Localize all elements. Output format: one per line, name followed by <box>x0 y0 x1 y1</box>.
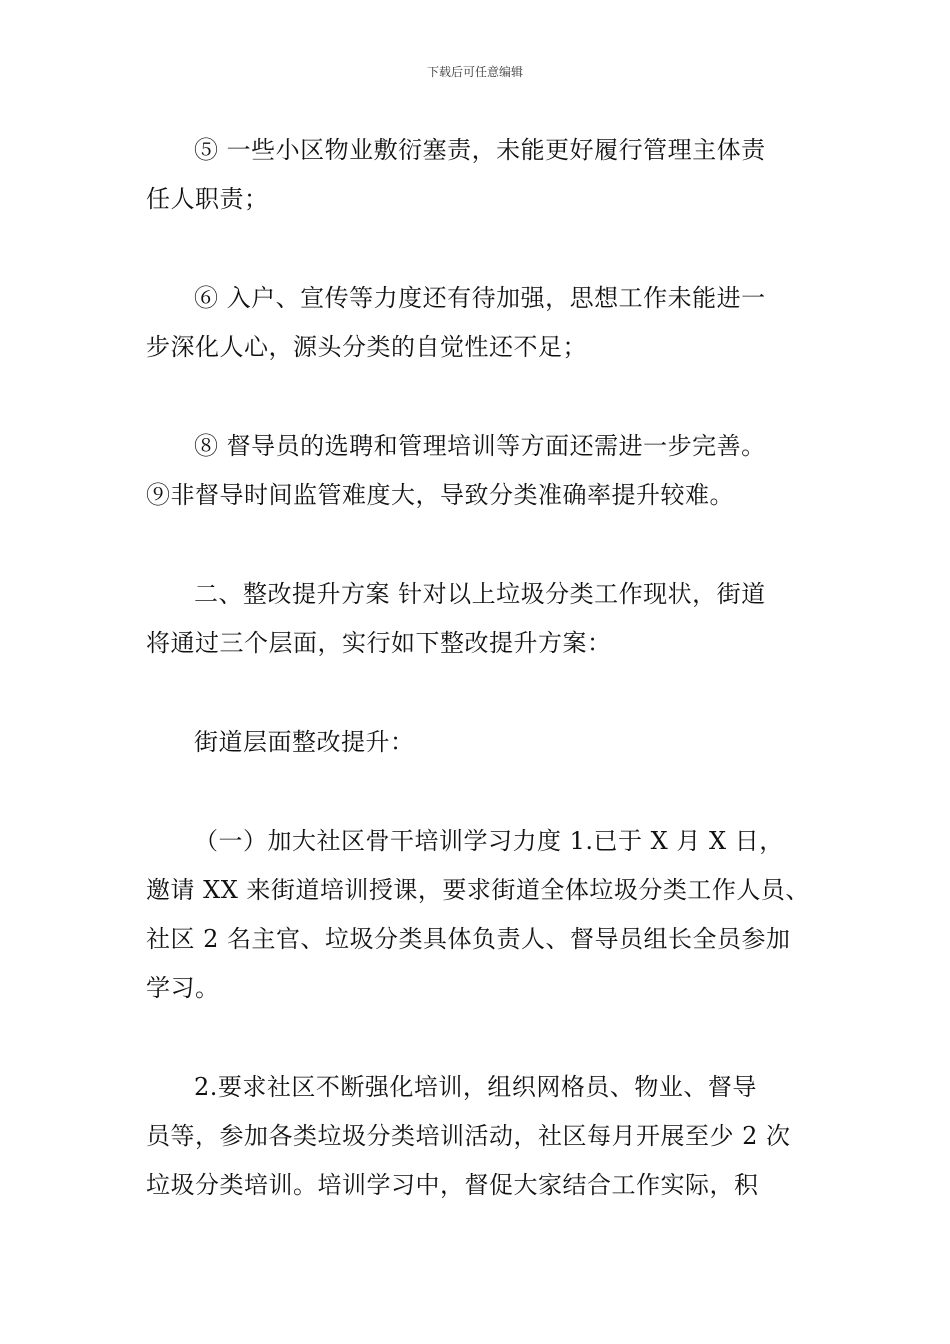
paragraph-line: ⑧ 督导员的选聘和管理培训等方面还需进一步完善。 <box>194 432 766 460</box>
document-body <box>146 126 814 1260</box>
paragraph-line: 邀请 XX 来街道培训授课，要求街道全体垃圾分类工作人员、 <box>146 876 810 904</box>
paragraph-item-6 <box>146 274 814 372</box>
paragraph-line: 员等，参加各类垃圾分类培训活动，社区每月开展至少 2 次 <box>146 1122 791 1150</box>
paragraph-line: ⑥ 入户、宣传等力度还有待加强，思想工作未能进一 <box>194 284 766 312</box>
paragraph-line: （一）加大社区骨干培训学习力度 1.已于 X 月 X 日， <box>194 827 784 855</box>
paragraph-item-5 <box>146 126 814 224</box>
paragraph-line: 二、整改提升方案 针对以上垃圾分类工作现状，街道 <box>194 580 766 608</box>
paragraph-training-item-2 <box>146 1063 814 1210</box>
paragraph-line: 任人职责； <box>146 185 269 213</box>
page-header-note: 下载后可任意编辑 <box>426 65 523 79</box>
paragraph-line: 学习。 <box>146 974 220 1002</box>
paragraph-line: ⑨非督导时间监管难度大，导致分类准确率提升较难。 <box>146 481 734 509</box>
paragraph-item-8-9 <box>146 422 814 520</box>
paragraph-line: ⑤ 一些小区物业敷衍塞责，未能更好履行管理主体责 <box>194 136 766 164</box>
subsection-heading-street-level <box>146 718 814 767</box>
paragraph-line: 社区 2 名主官、垃圾分类具体负责人、督导员组长全员参加 <box>146 925 791 953</box>
paragraph-line: 将通过三个层面，实行如下整改提升方案： <box>146 629 612 657</box>
paragraph-line: 垃圾分类培训。培训学习中，督促大家结合工作实际，积 <box>146 1171 759 1199</box>
paragraph-line: 步深化人心，源头分类的自觉性还不足； <box>146 333 587 361</box>
paragraph-training-item-1 <box>146 817 814 1013</box>
section-heading-rectification-plan <box>146 570 814 668</box>
paragraph-line: 街道层面整改提升： <box>194 728 415 756</box>
paragraph-line: 2.要求社区不断强化培训，组织网格员、物业、督导 <box>194 1073 757 1101</box>
